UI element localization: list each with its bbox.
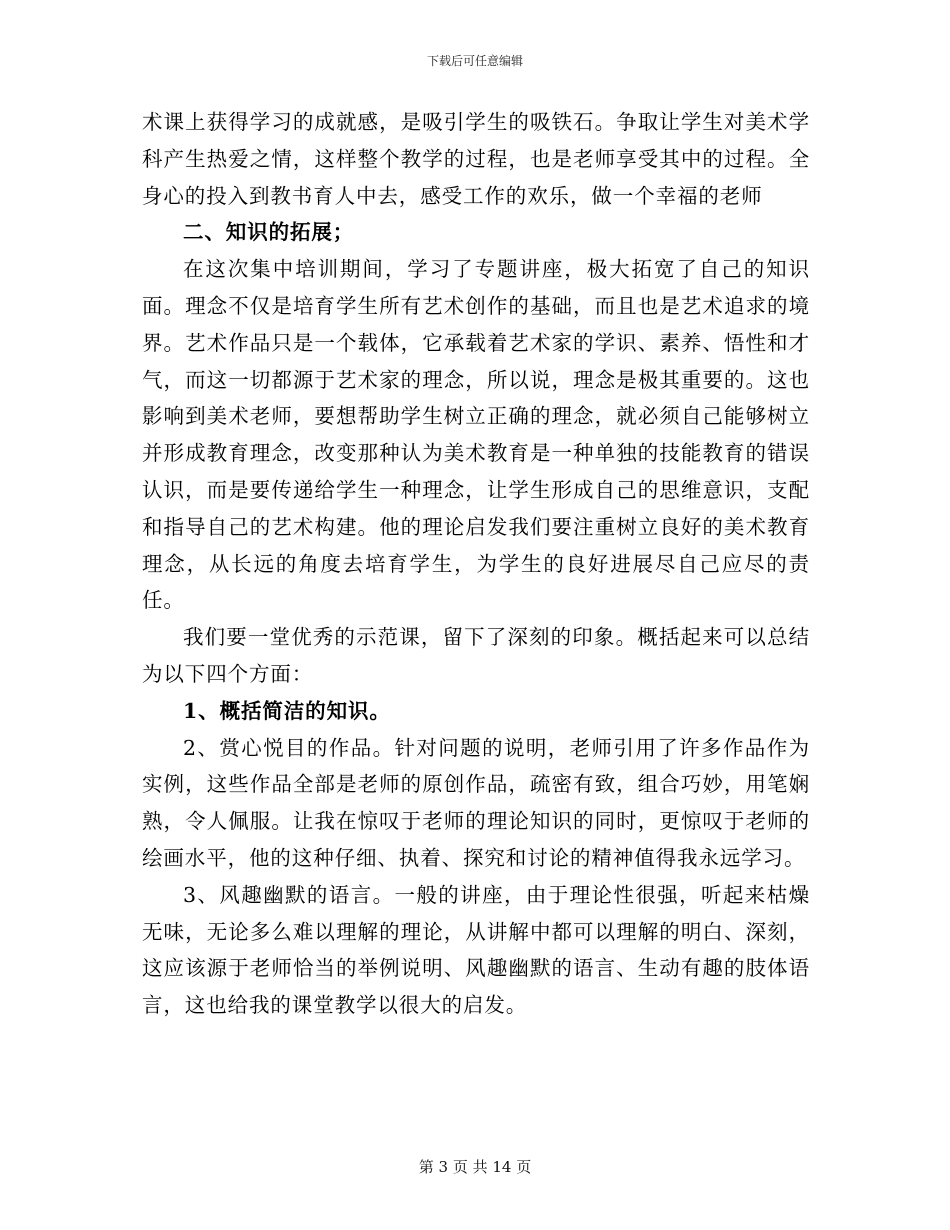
page-number: 第 3 页 共 14 页 xyxy=(418,1158,532,1176)
list-item-knowledge: 1、概括简洁的知识。 xyxy=(183,698,391,723)
paragraph-demo-lesson: 我们要一堂优秀的示范课，留下了深刻的印象。概括起来可以总结为以下四个方面： xyxy=(142,625,810,686)
paragraph-training: 在这次集中培训期间，学习了专题讲座，极大拓宽了自己的知识面。理念不仅是培育学生所有艺术创作的基础，而且也是艺术追求的境界。艺术作品只是一个载体，它承载着艺术家的学识、素养、悟性和才气，而这一切都源于艺术家的理念，所以说，理念是极其重要的。这也影响到美术老师，要想帮助学生树立正确的理念，就必须自己能够树立并形成教育理念，改变那种认为美术教育是一种单独的技能教育的错误认识，而是要传递给学生一种理念，让学生形成自己的思维意识，支配和指导自己的艺术构建。他的理论启发我们要注重树立良好的美术教育理念，从长远的角度去培育学生，为学生的良好进展尽自己应尽的责任。 xyxy=(142,257,810,613)
list-item-works: 2、赏心悦目的作品。针对问题的说明，老师引用了许多作品作为实例，这些作品全部是老师的原创作品，疏密有致，组合巧妙，用笔娴熟，令人佩服。让我在惊叹于老师的理论知识的同时，更惊叹于老师的绘画水平，他的这种仔细、执着、探究和讨论的精神值得我永远学习。 xyxy=(142,735,810,870)
section-heading: 二、知识的拓展； xyxy=(183,220,355,245)
list-item-language: 3、风趣幽默的语言。一般的讲座，由于理论性很强，听起来枯燥无味，无论多么难以理解的理论，从讲解中都可以理解的明白、深刻，这应该源于老师恰当的举例说明、风趣幽默的语言、生动有趣的肢体语言，这也给我的课堂教学以很大的启发。 xyxy=(142,882,810,1018)
document-body xyxy=(142,104,810,1024)
paragraph-continuation: 术课上获得学习的成就感，是吸引学生的吸铁石。争取让学生对美术学科产生热爱之情，这样整个教学的过程，也是老师享受其中的过程。全身心的投入到教书育人中去，感受工作的欢乐，做一个幸福的老师 xyxy=(142,110,810,208)
page-header-note: 下载后可任意编辑 xyxy=(426,54,523,68)
